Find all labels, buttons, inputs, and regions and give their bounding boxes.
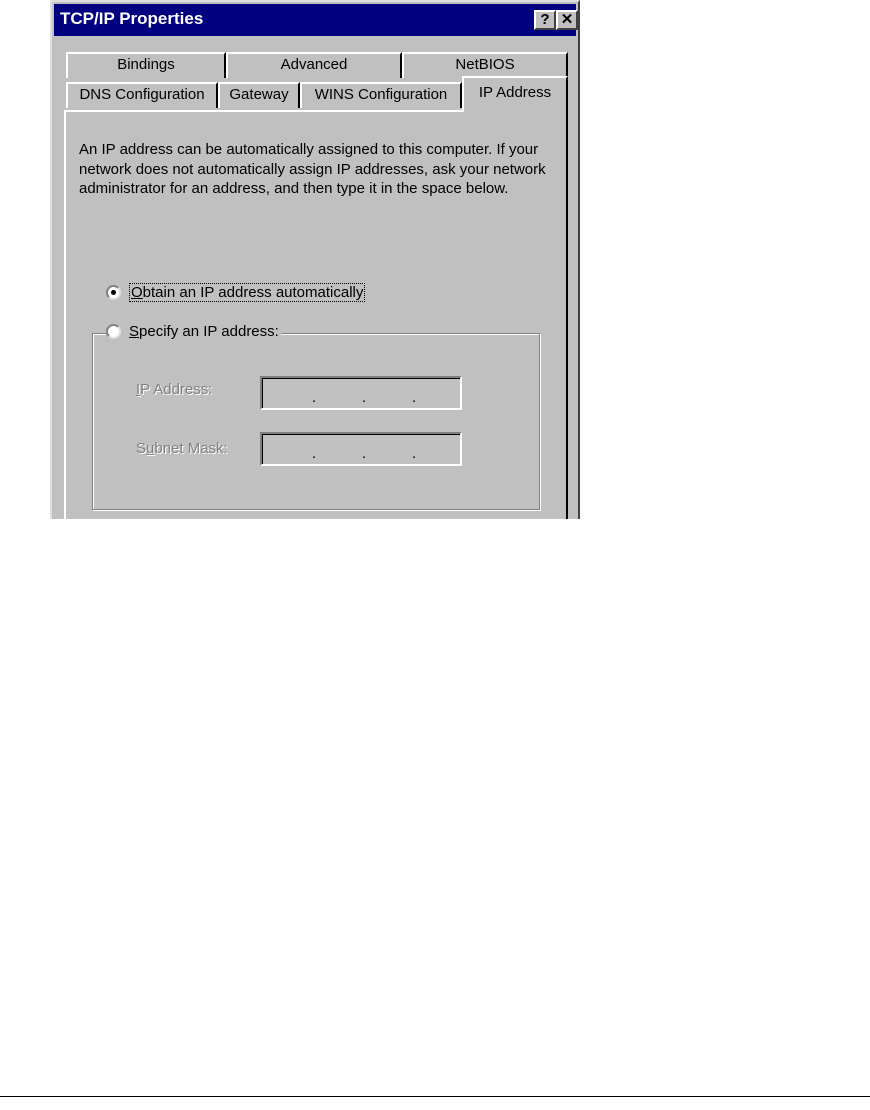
mask-octet-1[interactable] [262,434,310,464]
specify-ip-radio[interactable] [106,324,121,339]
mask-dot-3: . [412,445,417,462]
ip-dot-1: . [312,389,317,406]
tab-netbios-label: NetBIOS [455,56,515,73]
window-title: TCP/IP Properties [60,9,204,28]
tab-advanced-label: Advanced [280,56,348,73]
ip-address-input[interactable] [260,376,462,410]
ip-octet-1[interactable] [262,378,310,408]
ip-address-label: IP Address: [136,381,213,398]
tab-bindings[interactable] [66,52,226,78]
tab-gateway[interactable] [218,82,300,108]
tab-ip-address[interactable] [462,76,568,112]
title-bar[interactable] [54,4,576,36]
tab-gateway-label: Gateway [229,86,289,103]
mask-dot-1: . [312,445,317,462]
specify-ip-groupbox [92,333,540,510]
page-bottom-rule [0,1096,870,1097]
tab-wins-configuration[interactable] [300,82,462,108]
ip-dot-2: . [362,389,367,406]
radio-selected-dot [111,290,116,295]
tab-bindings-label: Bindings [117,56,175,73]
description-text: An IP address can be automatically assigned to this computer. If your network does not automatically assign IP addresses, ask your network administrator for an address, and then type it in the space below. [79,141,546,197]
obtain-ip-auto-label: Obtain an IP address automatically [131,284,364,301]
tab-dns-configuration-label: DNS Configuration [79,86,205,103]
obtain-ip-auto-radio[interactable] [106,285,121,300]
close-icon: ✕ [560,11,574,28]
tcpip-properties-dialog [50,0,580,519]
ip-octet-3[interactable] [362,378,410,408]
tab-advanced[interactable] [226,52,402,78]
tab-wins-configuration-label: WINS Configuration [314,86,448,103]
subnet-mask-input[interactable] [260,432,462,466]
obtain-ip-auto-option[interactable] [106,283,365,302]
specify-ip-option[interactable] [106,323,281,340]
ip-dot-3: . [412,389,417,406]
ip-octet-4[interactable] [412,378,460,408]
close-button[interactable] [556,10,578,30]
tab-dns-configuration[interactable] [66,82,218,108]
help-button[interactable]: ? [534,10,556,30]
ip-octet-2[interactable] [312,378,360,408]
tab-netbios[interactable] [402,52,568,78]
mask-octet-2[interactable] [312,434,360,464]
mask-octet-4[interactable] [412,434,460,464]
tab-ip-address-label: IP Address [478,84,552,101]
mask-dot-2: . [362,445,367,462]
specify-ip-label: Specify an IP address: [129,323,279,340]
mask-octet-3[interactable] [362,434,410,464]
subnet-mask-label: Subnet Mask: [136,440,228,457]
